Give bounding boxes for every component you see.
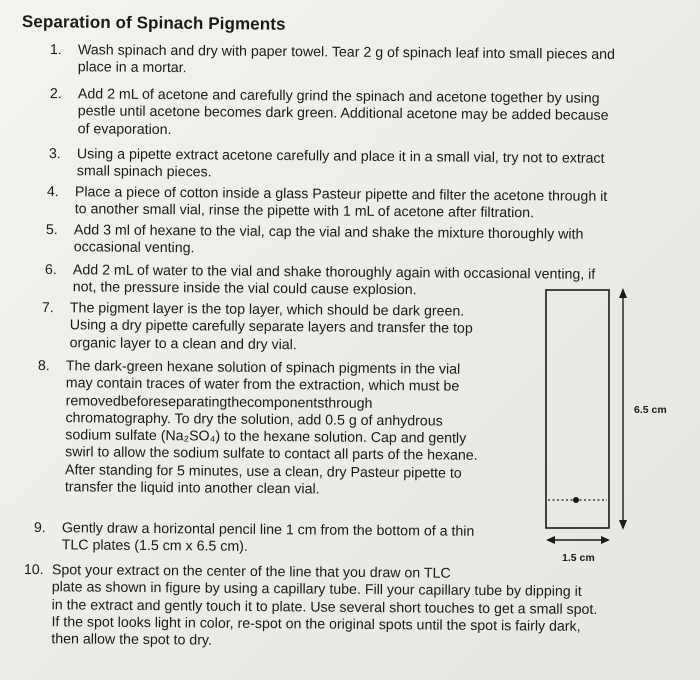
step-line: If the spot looks light in color, re-spot on the original spots until the spot is fairly dark, — [51, 614, 581, 635]
step-text — [78, 42, 615, 81]
step-number: 6. — [44, 262, 57, 279]
step-line: not, the pressure inside the vial could cause explosion. — [72, 279, 417, 299]
width-label: 1.5 cm — [562, 552, 595, 564]
step-number: 2. — [49, 86, 62, 103]
step-line: occasional venting. — [73, 239, 195, 257]
step-text — [75, 184, 608, 223]
arrow-head-left — [546, 536, 555, 544]
step-line: pestle until acetone becomes dark green. Additional acetone may be added because — [77, 103, 609, 125]
step-line: Add 2 mL of water to the vial and shake thoroughly again with occasional venting, if — [72, 262, 596, 283]
step-text — [65, 358, 528, 500]
step-line: Add 3 ml of hexane to the vial, cap the vial and shake the mixture thoroughly with — [73, 222, 584, 243]
step-line: Add 2 mL of acetone and carefully grind the spinach and acetone together by using — [77, 86, 600, 107]
step-line: TLC plates (1.5 cm x 6.5 cm). — [61, 537, 248, 556]
page-title: Separation of Spinach Pigments — [21, 12, 286, 34]
step-line: then allow the spot to dry. — [51, 631, 213, 649]
step-text — [74, 222, 584, 261]
step-number: 10. — [23, 562, 44, 579]
step-number: 7. — [41, 300, 54, 317]
step-line: sodium sulfate (Na₂SO₄) to the hexane solution. Cap and gently — [65, 427, 467, 447]
step-line: Gently draw a horizontal pencil line 1 cm from the bottom of a thin — [61, 520, 475, 540]
step-text — [78, 86, 609, 143]
step-line: of evaporation. — [77, 120, 172, 138]
step-line: small spinach pieces. — [76, 163, 212, 181]
step-text — [73, 262, 596, 301]
step-text — [70, 300, 473, 355]
step-line: to another small vial, rinse the pipette with 1 mL of acetone after filtration. — [74, 201, 535, 222]
arrow-head-up — [619, 288, 627, 298]
word: before — [120, 393, 162, 410]
step-line: plate as shown in figure by using a capillary tube. Fill your capillary tube by dipping it — [51, 579, 582, 601]
step-line: After standing for 5 minutes, use a clean, dry Pasteur pipette to — [64, 462, 462, 482]
step-line: Using a pipette extract acetone carefully and place it in a small vial, try not to extract — [76, 146, 605, 167]
word: components — [246, 394, 325, 412]
step-number: 3. — [48, 146, 61, 163]
arrow-head-down — [619, 520, 627, 530]
step-text — [51, 562, 597, 653]
step-number: 9. — [33, 520, 46, 537]
step-line: transfer the liquid into another clean vial. — [64, 479, 320, 498]
height-label: 6.5 cm — [634, 404, 667, 416]
step-line: The pigment layer is the top layer, which should be dark green. — [69, 300, 465, 320]
sample-spot — [573, 497, 579, 503]
step-text — [77, 146, 605, 185]
step-text — [62, 520, 475, 558]
word: removed — [65, 392, 121, 410]
step-line: in the extract and gently touch it to plate. Use several short touches to get a small spot. — [51, 596, 598, 618]
step-line: place in a mortar. — [77, 59, 187, 77]
step-line: may contain traces of water from the extraction, which must be — [65, 375, 460, 395]
step-line: Wash spinach and dry with paper towel. Tear 2 g of spinach leaf into small pieces and — [77, 42, 616, 63]
step-line: organic layer to a clean and dry vial. — [69, 334, 297, 353]
word: the — [227, 394, 248, 411]
arrow-head-right — [601, 536, 610, 544]
step-line: The dark-green hexane solution of spinach pigments in the vial — [65, 358, 461, 378]
step-number: 4. — [46, 184, 59, 201]
step-line: Using a dry pipette carefully separate layers and transfer the top — [69, 317, 473, 338]
step-line: Place a piece of cotton inside a glass Pasteur pipette and filter the acetone through it — [74, 184, 608, 205]
step-line: chromatography. To dry the solution, add 0.5 g of anhydrous — [65, 410, 443, 430]
tlc-plate-figure — [520, 286, 700, 566]
step-number: 5. — [45, 222, 58, 239]
tlc-plate-diagram — [520, 286, 700, 566]
tlc-plate-outline — [546, 290, 609, 528]
step-line: Spot your extract on the center of the line that you draw on TLC — [51, 562, 451, 582]
step-number: 1. — [49, 42, 62, 59]
word: through — [324, 395, 373, 412]
step-line: swirl to allow the sodium sulfate to contact all parts of the hexane. — [65, 444, 478, 465]
word: separating — [160, 393, 228, 411]
step-number: 8. — [37, 358, 50, 375]
